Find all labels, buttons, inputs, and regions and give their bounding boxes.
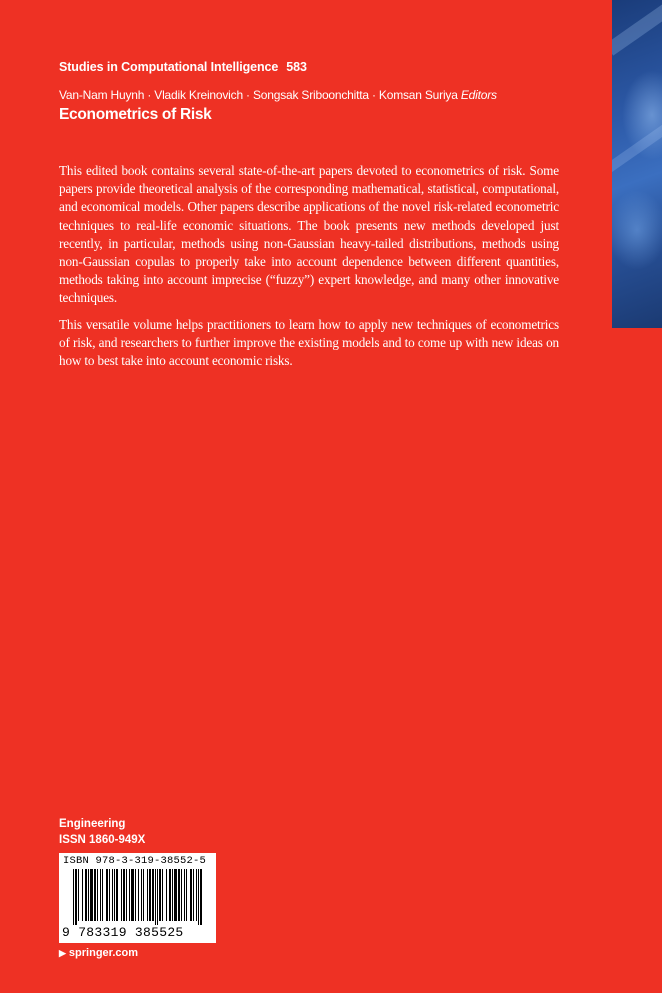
barcode-bar (73, 869, 74, 925)
barcode-bar (75, 869, 77, 925)
triangle-right-icon: ▶ (59, 948, 66, 958)
barcode-bar (172, 869, 173, 921)
barcode-bar (114, 869, 115, 921)
barcode-digits: 9 783319 385525 (62, 925, 184, 940)
barcode-bar (78, 869, 79, 921)
barcode-bar (141, 869, 142, 921)
barcode-bar (116, 869, 118, 921)
isbn-barcode (59, 853, 216, 943)
book-title: Econometrics of Risk (59, 106, 212, 123)
barcode-bar (109, 869, 110, 921)
barcode-bar (166, 869, 167, 921)
barcode-bar (196, 869, 197, 921)
website-text: springer.com (68, 947, 138, 959)
book-description (59, 162, 559, 378)
barcode-bar (121, 869, 122, 921)
subject-info (59, 816, 145, 848)
barcode-bar (181, 869, 182, 921)
barcode-bars (73, 869, 203, 925)
barcode-bar (123, 869, 125, 921)
barcode-bar (143, 869, 144, 921)
barcode-bar (106, 869, 108, 921)
barcode-bar (178, 869, 180, 921)
barcode-bar (155, 869, 156, 925)
barcode-bar (129, 869, 130, 921)
barcode-bar (85, 869, 87, 921)
publisher-website[interactable] (59, 947, 138, 959)
barcode-bar (88, 869, 89, 921)
issn-number: ISSN 1860-949X (59, 834, 146, 846)
barcode-bar (138, 869, 139, 921)
barcode-bar (200, 869, 202, 925)
description-paragraph-2: This versatile volume helps practitioners to learn how to apply new techniques of econometrics of risk, and researchers to further improve the existing models and to come up with new ideas on how to best take into account economic risks. (59, 316, 559, 369)
barcode-bar (190, 869, 192, 921)
cover-photo-edge (612, 0, 662, 328)
series-line (59, 60, 307, 74)
barcode-bar (152, 869, 154, 921)
barcode-bar (147, 869, 148, 921)
barcode-bar (90, 869, 93, 921)
barcode-bar (149, 869, 151, 921)
subject-category: Engineering (59, 818, 126, 830)
barcode-bar (131, 869, 134, 921)
series-number: 583 (286, 60, 307, 74)
barcode-bar (94, 869, 96, 921)
barcode-bar (193, 869, 194, 921)
barcode-bar (100, 869, 101, 921)
barcode-bar (112, 869, 113, 921)
isbn-text: ISBN 978-3-319-38552-5 (63, 855, 207, 867)
barcode-bar (184, 869, 185, 921)
barcode-bar (169, 869, 171, 921)
editor-names: Van-Nam Huynh · Vladik Kreinovich · Songsak Sriboonchitta · Komsan Suriya (59, 88, 458, 102)
barcode-bar (102, 869, 103, 921)
barcode-bar (159, 869, 161, 921)
barcode-bar (186, 869, 187, 921)
description-paragraph-1: This edited book contains several state-of-the-art papers devoted to econometrics of risk. Some papers provide theoretical analysis of the corresponding mathematical, statistical, computational, and economical models. Other papers describe applications of the novel risk-related econometric techniques to real-life economic situations. The book presents new methods developed just recently, in particular, methods using non-Gaussian heavy-tailed distributions, methods using non-Gaussian copulas to properly take into account dependence between different quantities, methods taking into account imprecise (“fuzzy”) expert knowledge, and many other innovative techniques. (59, 163, 559, 306)
barcode-bar (157, 869, 158, 925)
editors-line (59, 88, 497, 102)
series-name: Studies in Computational Intelligence (59, 60, 279, 74)
barcode-bar (198, 869, 199, 925)
barcode-bar (97, 869, 98, 921)
editors-role: Editors (460, 88, 497, 102)
barcode-bar (162, 869, 163, 921)
barcode-bar (174, 869, 177, 921)
barcode-bar (126, 869, 127, 921)
barcode-bar (82, 869, 83, 921)
barcode-bar (135, 869, 136, 921)
